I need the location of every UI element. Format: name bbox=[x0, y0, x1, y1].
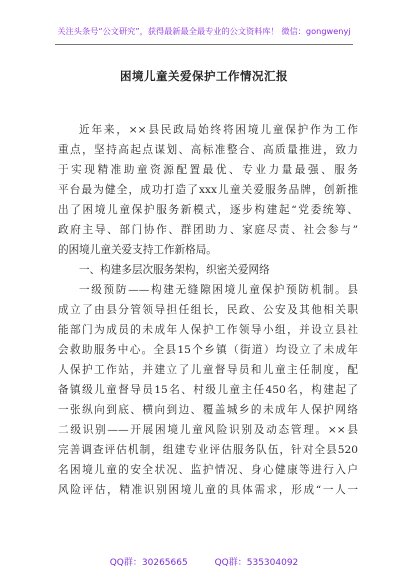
document-title: 困境儿童关爱保护工作情况汇报 bbox=[120, 69, 288, 83]
paragraph-line: 平台最为健全，成功打造了xxx儿童关爱服务品牌，创新推 bbox=[58, 184, 358, 196]
paragraph-line: 风险评估，精准识别困境儿童的具体需求，形成“一人一 bbox=[58, 484, 358, 496]
paragraph-line: 人保护工作站，并建立了儿童督导员和儿童主任制度，配 bbox=[58, 364, 358, 376]
paragraph-line: 一级预防——构建无缝隙困境儿童保护预防机制。县 bbox=[79, 284, 358, 296]
document-body bbox=[58, 120, 358, 500]
paragraph-line: 能部门为成员的未成年人保护工作领导小组，并设立县社 bbox=[58, 324, 358, 336]
paragraph-line: 一张纵向到底、横向到边、覆盖城乡的未成年人保护网络 bbox=[58, 404, 358, 416]
paragraph-line: 于实现精准助童资源配置最优、专业力量最强、服务 bbox=[58, 164, 358, 176]
paragraph-line: 重点，坚持高起点谋划、高标准整合、高质量推进，致力 bbox=[58, 144, 358, 156]
paragraph-line: 完善调查评估机制，组建专业评估服务队伍，针对全县520 bbox=[58, 444, 358, 456]
paragraph-line: 二级识别——开展困境儿童风险识别及动态管理。××县 bbox=[58, 424, 358, 436]
paragraph-line: 政府主导、部门协作、群团助力、家庭尽责、社会参与” bbox=[58, 224, 358, 236]
paragraph-line: 成立了由县分管领导担任组长，民政、公安及其他相关职 bbox=[58, 304, 358, 316]
header-banner: 关注头条号“公文研究”，获得最新最全最专业的公文资料库！ 微信：gongwenyj bbox=[57, 26, 351, 36]
footer-qq-group-1: QQ群：30265665 bbox=[109, 558, 188, 568]
paragraph-line: 备镇级儿童督导员15名、村级儿童主任450名，构建起了 bbox=[58, 384, 358, 396]
paragraph-line: 出了困境儿童保护服务新模式，逐步构建起“党委统筹、 bbox=[58, 204, 358, 216]
paragraph-line: 的困境儿童关爱支持工作新格局。 bbox=[58, 244, 217, 256]
paragraph-line: 近年来，××县民政局始终将困境儿童保护作为工作 bbox=[79, 124, 358, 136]
paragraph-line: 名困境儿童的安全状况、监护情况、身心健康等进行入户 bbox=[58, 464, 358, 476]
paragraph-line: 会救助服务中心。全县15个乡镇（街道）均设立了未成年 bbox=[58, 344, 358, 356]
footer-contact bbox=[0, 555, 408, 568]
footer-qq-group-2: QQ群：535304092 bbox=[214, 558, 299, 568]
header-divider bbox=[55, 44, 353, 45]
section-heading: 一、构建多层次服务架构，织密关爱网络 bbox=[79, 264, 270, 276]
